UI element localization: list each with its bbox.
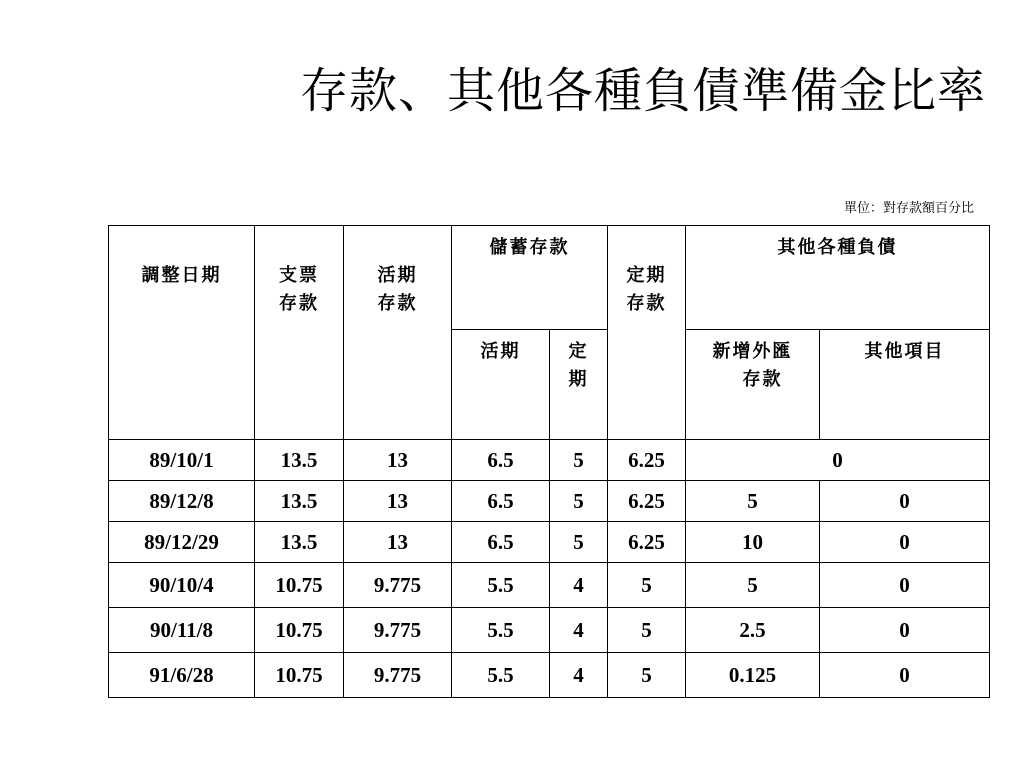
cell-time: 5 xyxy=(608,608,686,653)
cell-demand: 13 xyxy=(344,481,452,522)
cell-savings-demand: 6.5 xyxy=(452,440,550,481)
cell-demand: 9.775 xyxy=(344,563,452,608)
table-row xyxy=(109,608,990,653)
cell-savings-demand: 5.5 xyxy=(452,653,550,698)
cell-savings-time: 5 xyxy=(550,440,608,481)
cell-check: 13.5 xyxy=(255,440,344,481)
header-savings-demand-label: 活期 xyxy=(480,341,521,362)
header-row-1 xyxy=(109,226,990,330)
table-row xyxy=(109,563,990,608)
header-other-liabilities xyxy=(686,226,990,330)
cell-demand: 9.775 xyxy=(344,653,452,698)
cell-demand: 13 xyxy=(344,522,452,563)
cell-date: 89/12/29 xyxy=(109,522,255,563)
header-new-fx-deposit xyxy=(686,330,820,440)
cell-date: 90/10/4 xyxy=(109,563,255,608)
cell-savings-demand: 6.5 xyxy=(452,522,550,563)
table-row xyxy=(109,481,990,522)
header-fx-line2: 存款 xyxy=(742,369,783,390)
page-title: 存款、其他各種負債準備金比率 xyxy=(299,63,986,119)
header-savings-time-line2: 期 xyxy=(568,369,589,390)
cell-fx: 10 xyxy=(686,522,820,563)
header-date-label: 調整日期 xyxy=(141,265,222,286)
cell-check: 10.75 xyxy=(255,653,344,698)
cell-other-items: 0 xyxy=(820,522,990,563)
cell-savings-time: 4 xyxy=(550,563,608,608)
header-check-line1: 支票 xyxy=(279,265,319,286)
cell-time: 6.25 xyxy=(608,522,686,563)
cell-savings-time: 4 xyxy=(550,653,608,698)
header-savings-demand xyxy=(452,330,550,440)
header-time-line2: 存款 xyxy=(626,293,667,314)
cell-check: 13.5 xyxy=(255,522,344,563)
cell-date: 91/6/28 xyxy=(109,653,255,698)
header-savings-label: 儲蓄存款 xyxy=(489,237,570,258)
reserve-ratio-table xyxy=(108,225,990,698)
cell-other-items: 0 xyxy=(820,653,990,698)
header-time-line1: 定期 xyxy=(626,265,667,286)
cell-check: 13.5 xyxy=(255,481,344,522)
header-savings-time xyxy=(550,330,608,440)
cell-demand: 13 xyxy=(344,440,452,481)
cell-fx: 0.125 xyxy=(686,653,820,698)
cell-date: 89/12/8 xyxy=(109,481,255,522)
cell-demand: 9.775 xyxy=(344,608,452,653)
cell-check: 10.75 xyxy=(255,563,344,608)
table-row xyxy=(109,522,990,563)
cell-savings-time: 5 xyxy=(550,522,608,563)
cell-fx: 5 xyxy=(686,481,820,522)
table-row xyxy=(109,440,990,481)
cell-other-merged: 0 xyxy=(686,440,990,481)
header-demand-line1: 活期 xyxy=(377,265,418,286)
cell-savings-time: 5 xyxy=(550,481,608,522)
header-demand-line2: 存款 xyxy=(377,293,418,314)
header-check-deposit xyxy=(255,226,344,440)
header-time-deposit xyxy=(608,226,686,440)
header-check-line2: 存款 xyxy=(279,293,319,314)
header-date xyxy=(109,226,255,440)
header-savings-deposit xyxy=(452,226,608,330)
cell-savings-demand: 6.5 xyxy=(452,481,550,522)
header-demand-deposit xyxy=(344,226,452,440)
cell-time: 5 xyxy=(608,653,686,698)
header-other-items-label: 其他項目 xyxy=(864,341,945,362)
cell-date: 90/11/8 xyxy=(109,608,255,653)
header-fx-line1: 新增外匯 xyxy=(712,341,793,362)
cell-savings-demand: 5.5 xyxy=(452,608,550,653)
cell-savings-demand: 5.5 xyxy=(452,563,550,608)
cell-other-items: 0 xyxy=(820,608,990,653)
cell-fx: 2.5 xyxy=(686,608,820,653)
cell-check: 10.75 xyxy=(255,608,344,653)
cell-fx: 5 xyxy=(686,563,820,608)
header-other-items xyxy=(820,330,990,440)
cell-time: 6.25 xyxy=(608,481,686,522)
cell-date: 89/10/1 xyxy=(109,440,255,481)
table-row xyxy=(109,653,990,698)
cell-time: 5 xyxy=(608,563,686,608)
cell-other-items: 0 xyxy=(820,563,990,608)
unit-note: 單位：對存款額百分比 xyxy=(843,201,974,216)
header-savings-time-line1: 定 xyxy=(568,341,589,362)
cell-other-items: 0 xyxy=(820,481,990,522)
cell-time: 6.25 xyxy=(608,440,686,481)
header-other-label: 其他各種負債 xyxy=(777,237,898,258)
cell-savings-time: 4 xyxy=(550,608,608,653)
